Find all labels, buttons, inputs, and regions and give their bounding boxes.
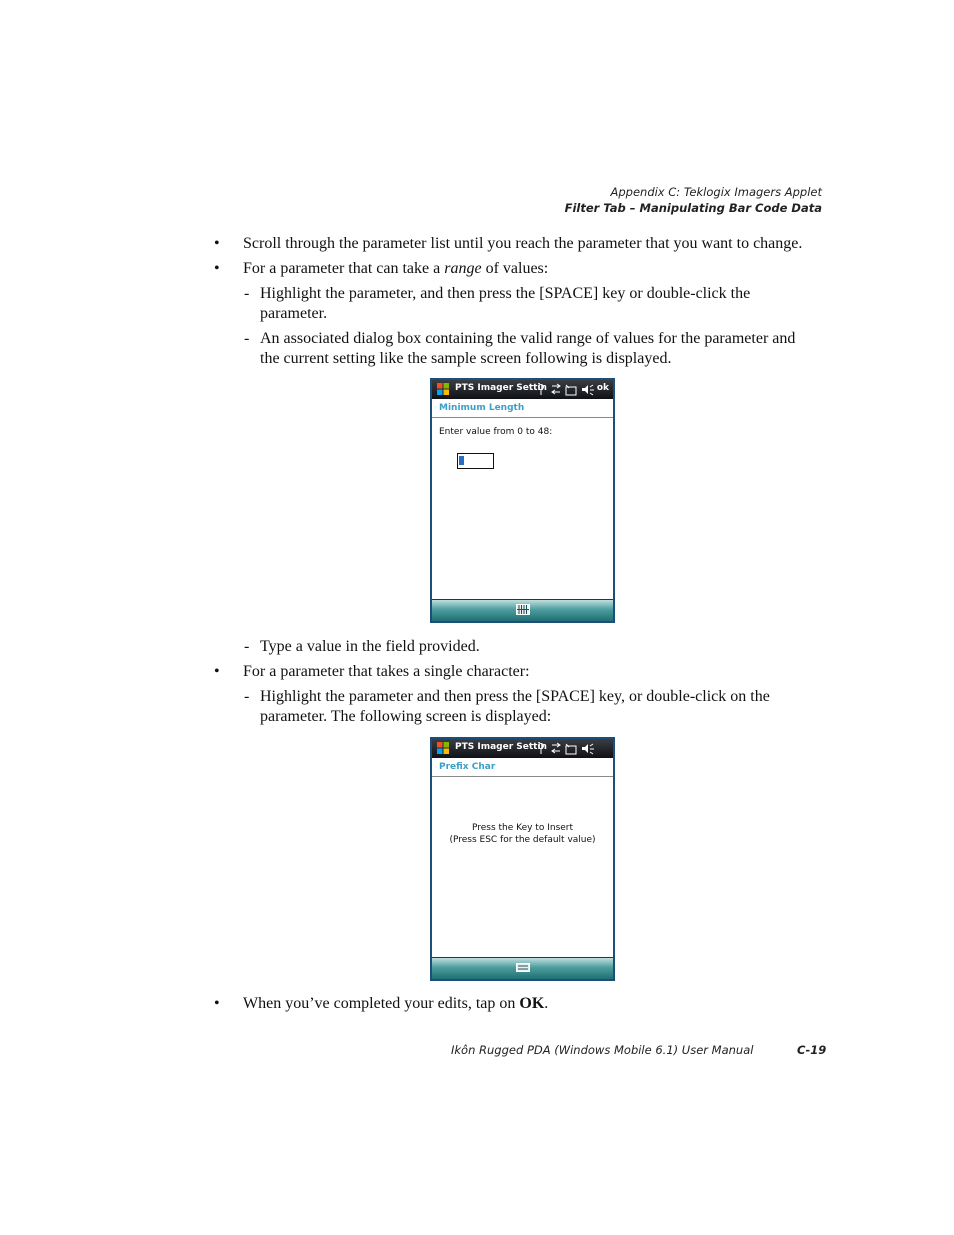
title-bar [432,739,613,758]
default-value-message: (Press ESC for the default value) [449,835,596,845]
range-prompt: Enter value from 0 to 48: [439,427,553,437]
dialog-header [432,758,613,777]
keyboard-icon[interactable] [516,962,530,973]
device-screenshot-prefix-char [430,737,615,981]
app-title: PTS Imager Settin [455,383,547,393]
dialog-header [432,399,613,418]
page-number: C-19 [797,1043,827,1057]
soft-key-bar [432,957,613,979]
bullet-single-char-text: For a parameter that takes a single character: [243,663,530,680]
status-icons [536,383,596,396]
keyboard-icon[interactable] [516,604,530,615]
ok-button[interactable]: ok [596,383,609,393]
bullet-marker: • [214,995,220,1012]
soft-key-bar [432,599,613,621]
running-header-chapter: Appendix C: Teklogix Imagers Applet [610,185,822,199]
windows-start-icon[interactable] [436,382,450,396]
sub-press-space-line2: parameter. The following screen is displayed: [260,708,552,725]
dialog-title: Prefix Char [439,762,496,772]
sub-type-value-text: Type a value in the field provided. [260,638,480,655]
sub-press-space-line1: Highlight the parameter and then press the [SPACE] key, or double-click on the [260,688,770,705]
sub-dialog-text-line1: An associated dialog box containing the valid range of values for the parameter and [260,330,796,347]
sub-highlight-text-line2: parameter. [260,305,328,322]
value-input[interactable] [457,453,494,469]
signal-icon [539,385,544,396]
insert-key-message: Press the Key to Insert [471,823,574,833]
signal-icon [539,744,544,755]
dialog-title: Minimum Length [439,403,525,413]
bullet-range-text: For a parameter that can take a range of values: [243,260,549,277]
text-cursor [459,456,464,465]
dash-marker: - [244,638,250,655]
range-emphasis: range [444,260,482,277]
device-screenshot-minimum-length [430,378,615,623]
running-header-section: Filter Tab – Manipulating Bar Code Data [564,201,822,215]
dash-marker: - [244,688,250,705]
status-icons [536,742,596,755]
bullet-marker: • [214,260,220,277]
battery-icon [566,385,576,395]
volume-icon [582,385,594,395]
dash-marker: - [244,330,250,347]
bullet-marker: • [214,235,220,252]
sub-dialog-text-line2: the current setting like the sample screen following is displayed. [260,350,672,367]
app-title: PTS Imager Settin [455,742,547,752]
battery-icon [566,744,576,754]
volume-icon [582,744,594,754]
connectivity-icon [552,384,560,394]
bullet-marker: • [214,663,220,680]
dash-marker: - [244,285,250,302]
footer-manual-title: Ikôn Rugged PDA (Windows Mobile 6.1) User Manual [451,1043,754,1057]
sub-highlight-text-line1: Highlight the parameter, and then press the [SPACE] key or double-click the [260,285,751,302]
title-bar [432,380,613,399]
ok-emphasis: OK [519,995,545,1012]
windows-start-icon[interactable] [436,741,450,755]
bullet-completed-text: When you’ve completed your edits, tap on OK. [243,995,549,1012]
connectivity-icon [552,743,560,753]
bullet-scroll-text: Scroll through the parameter list until you reach the parameter that you want to change. [243,235,803,252]
